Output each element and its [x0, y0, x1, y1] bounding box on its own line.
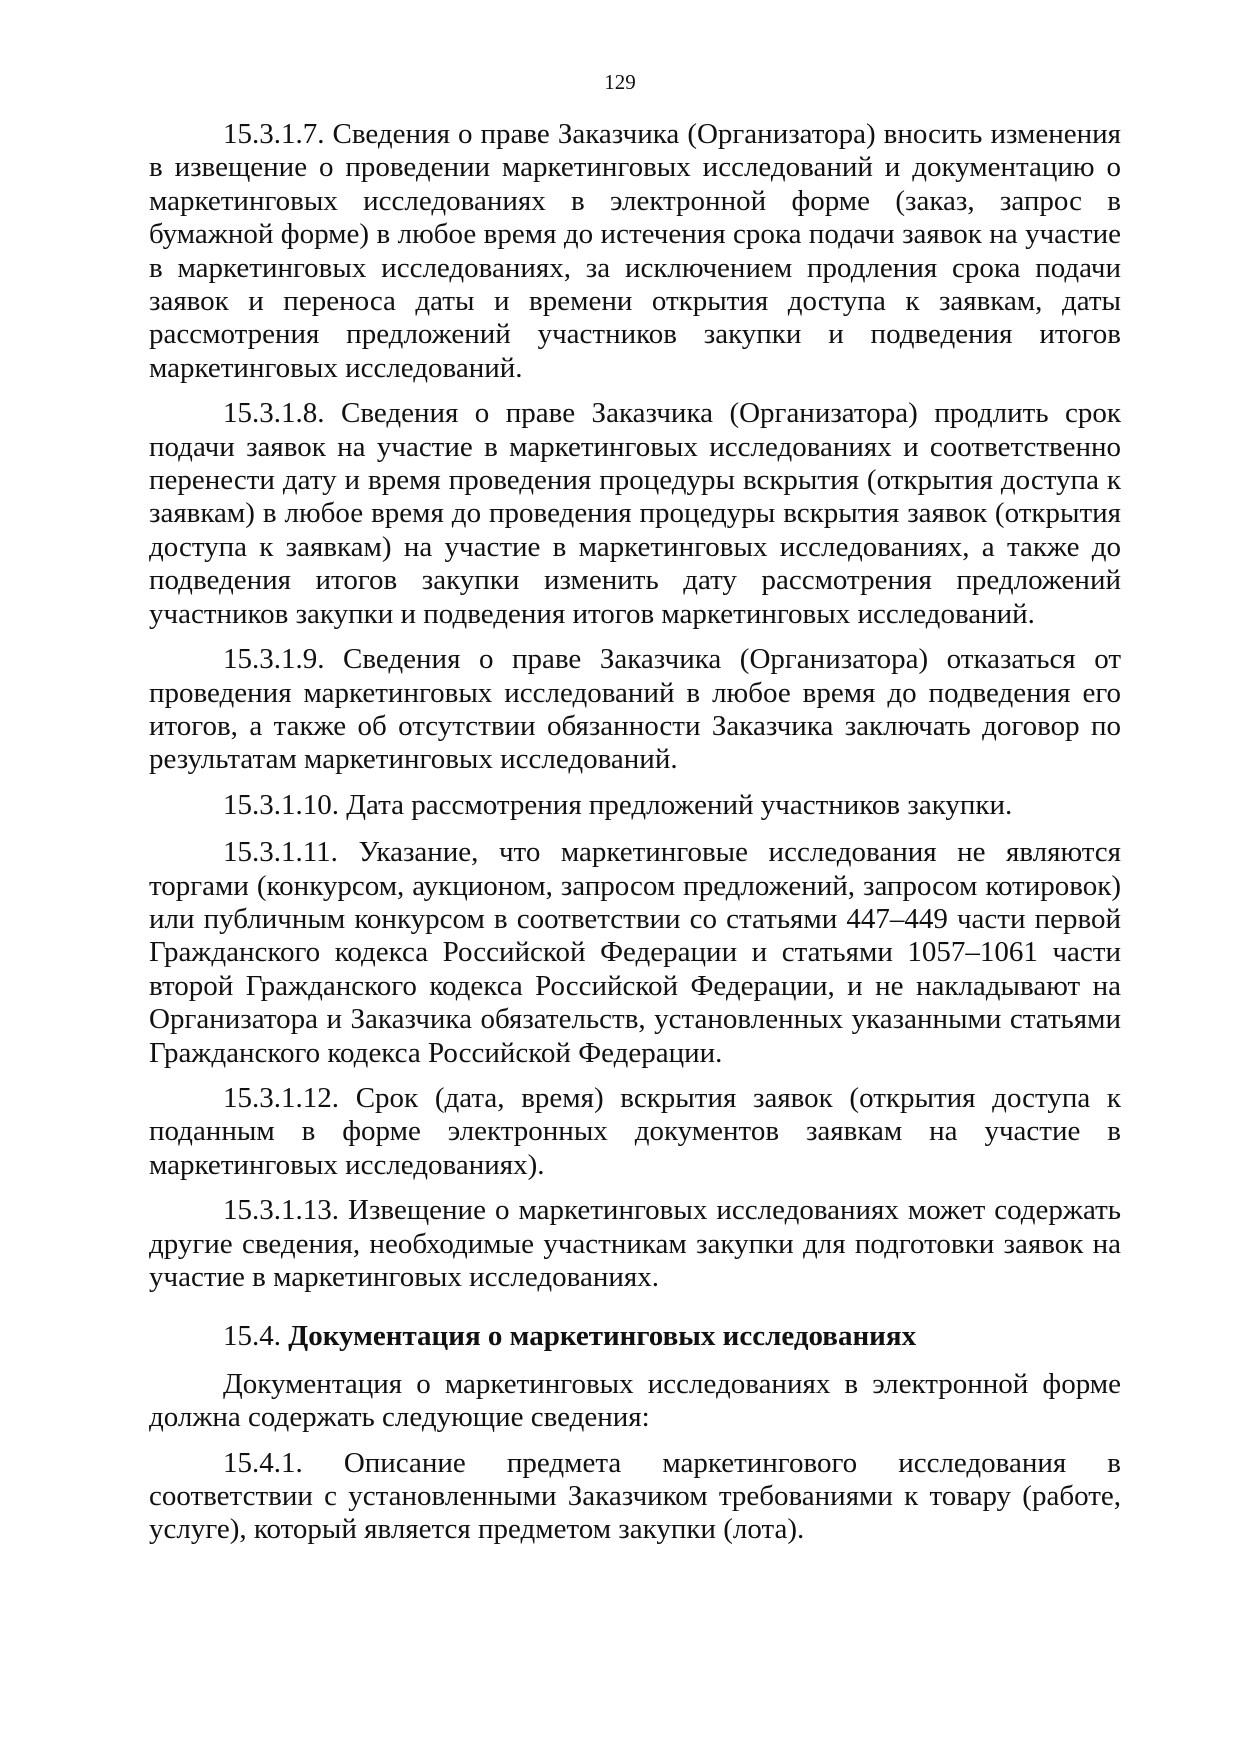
- section-number: 15.4.: [223, 1320, 281, 1353]
- page-number: 129: [604, 70, 636, 94]
- section-heading-15-4: [149, 1320, 1121, 1353]
- paragraph-15-3-1-10: 15.3.1.10. Дата рассмотрения предложений участников закупки.: [223, 788, 1013, 821]
- paragraph-15-3-1-13: 15.3.1.13. Извещение о маркетинговых исследованиях может содержать другие сведения, необходимые участникам закупки для подготовки заявок на участие в маркетинговых исследованиях.: [149, 1194, 1121, 1293]
- paragraph-15-3-1-7: 15.3.1.7. Сведения о праве Заказчика (Организатора) вносить изменения в извещение о проведении маркетинговых исследований и документацию о маркетинговых исследованиях в электронной форме (заказ, запрос в бумажной форме) в любое время до истечения срока подачи заявок на участие в маркетинговых исследованиях, за исключением продления срока подачи заявок и переноса даты и времени открытия доступа к заявкам, даты рассмотрения предложений участников закупки и подведения итогов маркетинговых исследований.: [149, 118, 1121, 384]
- paragraph-15-3-1-8: 15.3.1.8. Сведения о праве Заказчика (Организатора) продлить срок подачи заявок на участие в маркетинговых исследованиях и соответственно перенести дату и время проведения процедуры вскрытия (открытия доступа к заявкам) в любое время до проведения процедуры вскрытия заявок (открытия доступа к заявкам) на участие в маркетинговых исследованиях, а также до подведения итогов закупки изменить дату рассмотрения предложений участников закупки и подведения итогов маркетинговых исследований.: [149, 397, 1121, 630]
- paragraph-15-4-intro: Документация о маркетинговых исследованиях в электронной форме должна содержать следующие сведения:: [149, 1367, 1121, 1434]
- paragraph-15-3-1-11: 15.3.1.11. Указание, что маркетинговые исследования не являются торгами (конкурсом, аукционом, запросом предложений, запросом котировок) или публичным конкурсом в соответствии со статьями 447–449 части первой Гражданского кодекса Российской Федерации и статьями 1057–1061 части второй Гражданского кодекса Российской Федерации, и не накладывают на Организатора и Заказчика обязательств, установленных указанными статьями Гражданского кодекса Российской Федерации.: [149, 836, 1121, 1069]
- section-title: Документация о маркетинговых исследованиях: [288, 1320, 917, 1353]
- paragraph-15-4-1: 15.4.1. Описание предмета маркетингового исследования в соответствии с установленными Заказчиком требованиями к товару (работе, услуге), который является предметом закупки (лота).: [149, 1446, 1121, 1546]
- paragraph-15-3-1-9: 15.3.1.9. Сведения о праве Заказчика (Организатора) отказаться от проведения маркетинговых исследований в любое время до подведения его итогов, а также об отсутствии обязанности Заказчика заключать договор по результатам маркетинговых исследований.: [149, 643, 1121, 776]
- document-body: [149, 118, 1121, 1559]
- paragraph-15-3-1-12: 15.3.1.12. Срок (дата, время) вскрытия заявок (открытия доступа к поданным в форме электронных документов заявкам на участие в маркетинговых исследованиях).: [149, 1081, 1121, 1181]
